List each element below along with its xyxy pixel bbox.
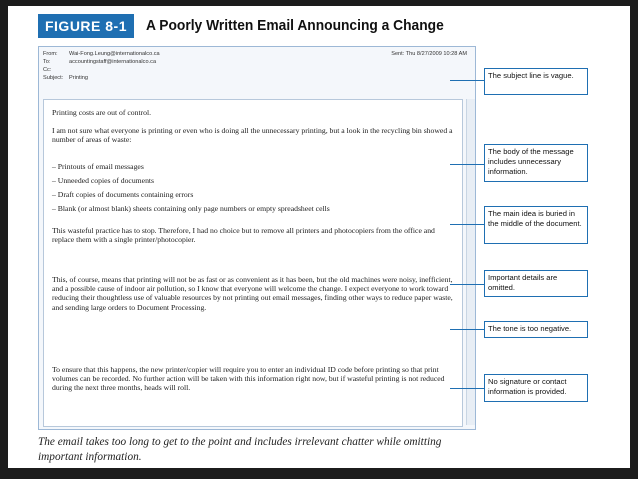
waste-list-item: – Draft copies of documents containing errors — [52, 190, 194, 199]
from-row — [43, 51, 160, 57]
subject-label: Subject: — [43, 75, 64, 81]
cc-row — [43, 67, 69, 73]
callout-connector — [450, 224, 484, 225]
to-row — [43, 59, 156, 65]
from-label: From: — [43, 51, 58, 57]
figure-title: A Poorly Written Email Announcing a Change — [146, 17, 444, 34]
callout-main-idea-buried: The main idea is buried in the middle of the document. — [484, 206, 588, 244]
callout-connector — [450, 164, 484, 165]
callout-tone-negative: The tone is too negative. — [484, 321, 588, 338]
cc-label: Cc: — [43, 67, 52, 73]
waste-list-item: – Unneeded copies of documents — [52, 176, 155, 185]
waste-list-item: – Blank (or almost blank) sheets containing only page numbers or empty spreadsheet cells — [52, 204, 330, 213]
waste-list-item: – Printouts of email messages — [52, 162, 144, 171]
to-label: To: — [43, 59, 51, 65]
email-body[interactable] — [43, 99, 463, 427]
to-value: accountingstaff@internationalco.ca — [69, 59, 157, 65]
callout-unnecessary-info: The body of the message includes unnecessary information. — [484, 144, 588, 182]
email-window — [38, 46, 476, 430]
callout-details-omitted: Important details are omitted. — [484, 270, 588, 297]
body-paragraph-2: I am not sure what everyone is printing or even who is doing all the unnecessary printing, but a look in the recycling bin showed a number of areas of waste: — [52, 126, 453, 145]
body-paragraph-3: This wasteful practice has to stop. Therefore, I had no choice but to remove all printers and photocopiers from the office and replace them with a single printer/photocopier. — [52, 226, 435, 245]
figure-label: FIGURE 8-1 — [38, 14, 134, 38]
sent-timestamp: Sent: Thu 8/27/2009 10:28 AM — [391, 51, 467, 57]
body-paragraph-1: Printing costs are out of control. — [52, 108, 152, 117]
callout-connector — [450, 284, 484, 285]
figure-page — [8, 6, 630, 468]
body-paragraph-4: This, of course, means that printing will not be as fast or as convenient as it has been, but the old machines were noisy, inefficient, and a possible cause of indoor air pollution, so I know that everyone will welcome the change. I expect everyone to work toward reducing their thoughtless use of valuable resources by not printing out email messages, finding other ways to reduce paper waste, and sending large orders to Document Processing. — [52, 275, 453, 312]
callout-connector — [450, 388, 484, 389]
callout-subject-vague: The subject line is vague. — [484, 68, 588, 95]
callout-no-signature: No signature or contact information is provided. — [484, 374, 588, 402]
body-paragraph-5: To ensure that this happens, the new printer/copier will require you to enter an individual ID code before printing so that print volumes can be recorded. No further action will be taken with this information right now, but if wasteful printing is not reduced during the next three months, heads will roll. — [52, 365, 445, 393]
figure-caption: The email takes too long to get to the point and includes irrelevant chatter while omitting important information. — [38, 436, 442, 463]
from-value: Wai-Fong.Leung@internationalco.ca — [69, 51, 160, 57]
callout-connector — [450, 80, 484, 81]
body-scrollbar[interactable] — [466, 99, 475, 425]
subject-row — [43, 75, 88, 81]
callout-connector — [450, 329, 484, 330]
subject-value: Printing — [69, 75, 88, 81]
